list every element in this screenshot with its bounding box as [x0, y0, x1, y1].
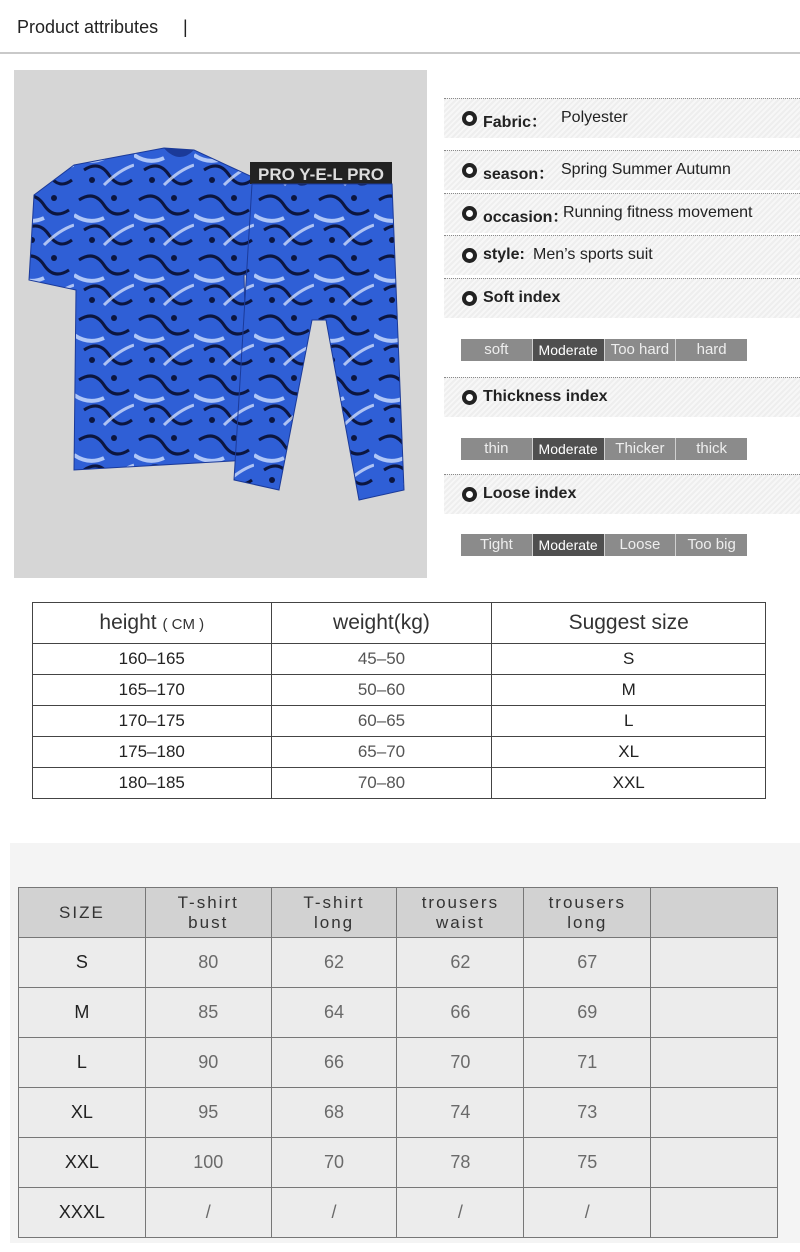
header-tshirt-long	[271, 888, 397, 938]
cell-tshirt-long: 70	[271, 1138, 397, 1188]
cell-trousers-long: 69	[524, 988, 651, 1038]
cell-tshirt-long: 66	[271, 1038, 397, 1088]
section-header	[0, 0, 800, 54]
cell-trousers-long: /	[524, 1188, 651, 1238]
header-trousers-long	[524, 888, 651, 938]
header-line: bust	[188, 912, 229, 932]
attributes-panel	[444, 92, 800, 562]
table-row	[33, 644, 766, 675]
table-row	[19, 1188, 778, 1238]
cell-empty	[651, 1038, 778, 1088]
cell-trousers-long: 75	[524, 1138, 651, 1188]
scale-option: Loose	[605, 534, 677, 556]
table-row	[33, 675, 766, 706]
scale-option: hard	[676, 339, 747, 361]
sports-suit-illustration	[14, 70, 427, 578]
header-line: long	[313, 912, 355, 932]
cell-size: XXL	[19, 1138, 146, 1188]
cell-size: M	[492, 675, 766, 706]
attr-label: Fabric：	[483, 114, 548, 131]
cell-bust: /	[145, 1188, 271, 1238]
table-header-row	[33, 603, 766, 644]
table-row	[19, 1088, 778, 1138]
cell-weight: 65–70	[271, 737, 492, 768]
attr-value: Spring Summer Autumn	[561, 161, 731, 178]
scale-option: Tight	[461, 534, 533, 556]
header-line: trousers	[421, 892, 500, 912]
header-line: T-shirt	[303, 892, 365, 912]
cell-size: S	[19, 938, 146, 988]
attr-season	[444, 150, 800, 190]
scale-option-selected: Moderate	[533, 534, 605, 556]
attr-value: Polyester	[561, 109, 628, 126]
attr-label: style:	[483, 246, 525, 263]
header-height	[33, 603, 272, 644]
attr-soft-index	[444, 278, 800, 318]
header-weight: weight(kg)	[271, 603, 492, 644]
attr-loose-index	[444, 474, 800, 514]
product-image	[14, 70, 427, 578]
cell-weight: 45–50	[271, 644, 492, 675]
thickness-index-scale	[461, 438, 747, 460]
attr-label: Thickness index	[483, 388, 608, 405]
scale-option-selected: Moderate	[533, 339, 605, 361]
bullet-icon	[462, 291, 477, 306]
attr-style	[444, 235, 800, 275]
header-height-label: height	[99, 611, 157, 634]
cell-height: 170–175	[33, 706, 272, 737]
cell-waist: 78	[397, 1138, 524, 1188]
cell-size: XXXL	[19, 1188, 146, 1238]
attr-value: Running fitness movement	[563, 204, 753, 221]
bullet-icon	[462, 487, 477, 502]
table-row	[33, 768, 766, 799]
cell-waist: 66	[397, 988, 524, 1038]
table-row	[19, 938, 778, 988]
header-suggest-size: Suggest size	[492, 603, 766, 644]
table-row	[33, 706, 766, 737]
header-empty	[651, 888, 778, 938]
bullet-icon	[462, 111, 477, 126]
table-row	[33, 737, 766, 768]
cell-bust: 100	[145, 1138, 271, 1188]
bullet-icon	[462, 163, 477, 178]
cell-waist: 74	[397, 1088, 524, 1138]
cell-bust: 90	[145, 1038, 271, 1088]
cell-weight: 70–80	[271, 768, 492, 799]
cell-waist: /	[397, 1188, 524, 1238]
scale-option: Too hard	[605, 339, 677, 361]
scale-option: Too big	[676, 534, 747, 556]
cell-trousers-long: 67	[524, 938, 651, 988]
cell-bust: 80	[145, 938, 271, 988]
attr-fabric	[444, 98, 800, 138]
cell-weight: 50–60	[271, 675, 492, 706]
cell-size: S	[492, 644, 766, 675]
cell-tshirt-long: 68	[271, 1088, 397, 1138]
soft-index-scale	[461, 339, 747, 361]
header-line: waist	[436, 912, 485, 932]
cell-weight: 60–65	[271, 706, 492, 737]
scale-option: soft	[461, 339, 533, 361]
waistband-brand-text: PRO Y-E-L PRO	[258, 165, 384, 184]
header-line: T-shirt	[177, 892, 239, 912]
attr-label: Loose index	[483, 485, 577, 502]
attr-occasion	[444, 193, 800, 233]
cell-height: 165–170	[33, 675, 272, 706]
cell-waist: 70	[397, 1038, 524, 1088]
header-height-unit: ( CM )	[162, 616, 205, 633]
cell-trousers-long: 73	[524, 1088, 651, 1138]
attr-label: season：	[483, 166, 555, 183]
cell-height: 180–185	[33, 768, 272, 799]
title-separator: |	[183, 17, 188, 37]
size-guide-table	[32, 602, 766, 799]
cell-bust: 95	[145, 1088, 271, 1138]
measurements-table	[18, 887, 778, 1238]
cell-empty	[651, 1138, 778, 1188]
scale-option: thin	[461, 438, 533, 460]
bullet-icon	[462, 390, 477, 405]
header-size: SIZE	[19, 888, 146, 938]
attr-thickness-index	[444, 377, 800, 417]
table-header-row	[19, 888, 778, 938]
cell-size: XL	[492, 737, 766, 768]
cell-size: XL	[19, 1088, 146, 1138]
cell-empty	[651, 1088, 778, 1138]
cell-size: M	[19, 988, 146, 1038]
header-trousers-waist	[397, 888, 524, 938]
cell-empty	[651, 1188, 778, 1238]
cell-tshirt-long: 62	[271, 938, 397, 988]
section-title: Product attributes	[17, 17, 159, 37]
table-row	[19, 1138, 778, 1188]
cell-size: L	[19, 1038, 146, 1088]
scale-option: Thicker	[605, 438, 677, 460]
header-tshirt-bust	[145, 888, 271, 938]
attr-label: Soft index	[483, 289, 561, 306]
cell-height: 160–165	[33, 644, 272, 675]
cell-size: XXL	[492, 768, 766, 799]
cell-empty	[651, 988, 778, 1038]
cell-bust: 85	[145, 988, 271, 1038]
cell-height: 175–180	[33, 737, 272, 768]
cell-empty	[651, 938, 778, 988]
cell-tshirt-long: /	[271, 1188, 397, 1238]
table-row	[19, 988, 778, 1038]
cell-size: L	[492, 706, 766, 737]
header-line: trousers	[548, 892, 626, 912]
cell-tshirt-long: 64	[271, 988, 397, 1038]
cell-trousers-long: 71	[524, 1038, 651, 1088]
scale-option-selected: Moderate	[533, 438, 605, 460]
cell-waist: 62	[397, 938, 524, 988]
table-row	[19, 1038, 778, 1088]
attr-label: occasion：	[483, 209, 569, 226]
header-line: long	[567, 912, 608, 932]
bullet-icon	[462, 248, 477, 263]
attr-value: Men’s sports suit	[533, 246, 653, 263]
bullet-icon	[462, 206, 477, 221]
scale-option: thick	[676, 438, 747, 460]
loose-index-scale	[461, 534, 747, 556]
